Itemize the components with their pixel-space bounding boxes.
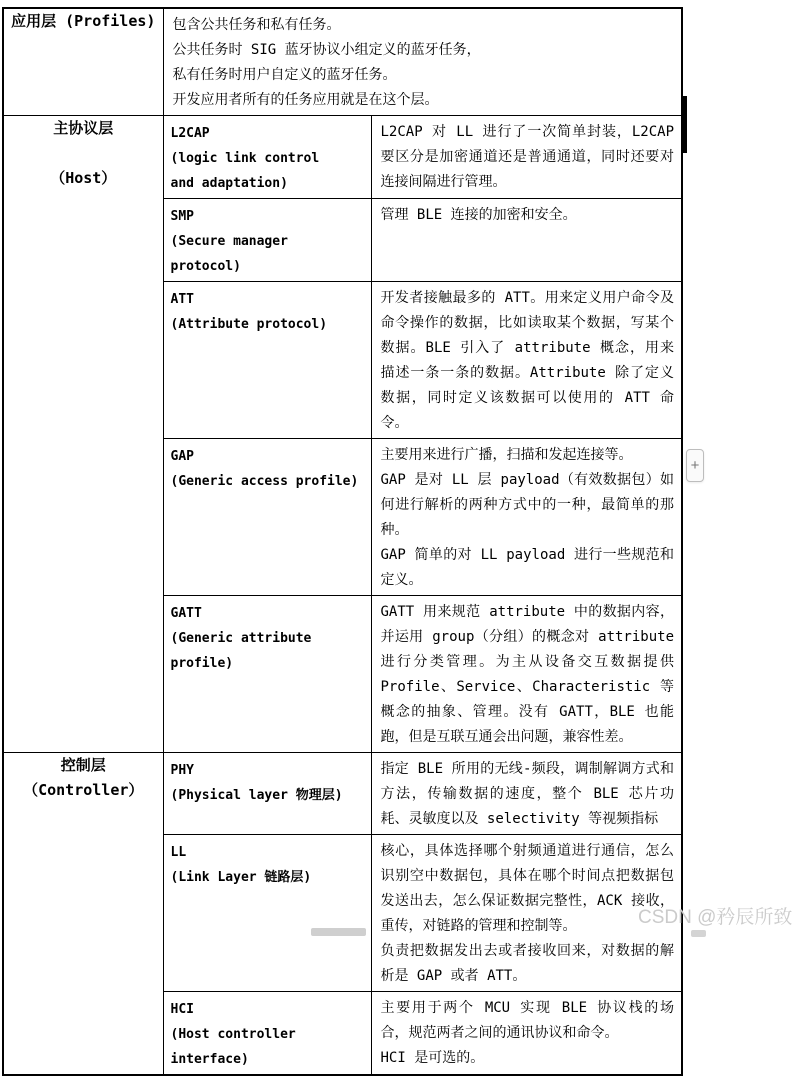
protocol-fullname-line: (Host controller interface) [170, 1027, 296, 1067]
host-label-en: （Host） [50, 169, 117, 187]
cell-desc-att [371, 282, 682, 439]
text-cursor [683, 96, 687, 153]
protocol-name: LL [170, 845, 187, 860]
desc-paragraph: 指定 BLE 所用的无线-频段，调制解调方式和方法，传输数据的速度，整个 BLE 芯片功耗、灵敏度以及 selectivity 等视频指标 [380, 761, 674, 827]
desc-paragraph: GATT 用来规范 attribute 中的数据内容，并运用 group（分组）的概念对 attribute 进行分类管理。为主从设备交互数据提供 Profile、Service、Characteristic 等概念的抽象、管理。没有 GATT，BLE 也能跑，但是互联互通会出问题，兼容性差。 [380, 604, 674, 745]
protocol-fullname-line: (Generic attribute profile) [170, 631, 312, 671]
desc-paragraph: 管理 BLE 连接的加密和安全。 [380, 207, 577, 223]
cell-desc-l2cap [371, 116, 682, 199]
cell-name-gap [163, 439, 371, 596]
desc-paragraph: 主要用来进行广播，扫描和发起连接等。 [380, 447, 633, 463]
protocol-fullname-line: (Physical layer 物理层) [170, 788, 343, 803]
protocol-name: PHY [170, 763, 194, 778]
protocol-name: GAP [170, 449, 194, 464]
app-desc-line: 包含公共任务和私有任务。 [172, 17, 341, 33]
desc-paragraph: L2CAP 对 LL 进行了一次简单封装，L2CAP 要区分是加密通道还是普通通道，同时还要对连接间隔进行管理。 [380, 124, 674, 190]
host-label-cn: 主协议层 [53, 119, 114, 137]
controller-label-cn: 控制层 [60, 756, 106, 774]
protocol-name: HCI [170, 1002, 194, 1017]
cell-app-layer-label [3, 8, 163, 116]
controller-label-en: （Controller） [23, 781, 144, 799]
cell-desc-gap [371, 439, 682, 596]
cell-name-ll [163, 835, 371, 992]
protocol-name: GATT [170, 606, 202, 621]
cell-name-att [163, 282, 371, 439]
cell-name-gatt [163, 596, 371, 753]
protocol-fullname-line: (Attribute protocol) [170, 317, 328, 332]
horizontal-scrollbar-piece[interactable] [691, 930, 706, 937]
ble-protocol-stack-table [2, 7, 683, 1076]
cell-host-label [3, 116, 163, 753]
desc-paragraph: GAP 是对 LL 层 payload（有效数据包）如何进行解析的两种方式中的一种，最简单的那种。 [380, 472, 674, 538]
cell-name-phy [163, 753, 371, 835]
cell-desc-phy [371, 753, 682, 835]
row-app-layer [3, 8, 682, 116]
cell-name-l2cap [163, 116, 371, 199]
cell-controller-label [3, 753, 163, 1076]
csdn-watermark: CSDN @矜辰所致 [638, 907, 793, 928]
cell-desc-smp [371, 199, 682, 282]
protocol-fullname-line: (Secure manager protocol) [170, 234, 288, 274]
plus-icon: + [690, 457, 700, 474]
desc-paragraph: GAP 简单的对 LL payload 进行一些规范和定义。 [380, 547, 674, 588]
desc-paragraph: HCI 是可选的。 [380, 1050, 485, 1066]
app-desc-line: 私有任务时用户自定义的蓝牙任务。 [172, 67, 397, 83]
protocol-fullname-line: (Link Layer 链路层) [170, 870, 312, 885]
cell-desc-ll [371, 835, 682, 992]
cell-desc-gatt [371, 596, 682, 753]
protocol-fullname-line: (logic link control [170, 151, 320, 166]
desc-paragraph: 主要用于两个 MCU 实现 BLE 协议栈的场合，规范两者之间的通讯协议和命令。 [380, 1000, 674, 1041]
protocol-name: L2CAP [170, 126, 210, 141]
cell-name-hci [163, 992, 371, 1076]
app-desc-line: 开发应用者所有的任务应用就是在这个层。 [172, 92, 439, 108]
protocol-fullname-line: and adaptation) [170, 176, 288, 191]
app-layer-label: 应用层 (Profiles) [11, 12, 156, 30]
row-l2cap [3, 116, 682, 199]
protocol-name: ATT [170, 292, 194, 307]
horizontal-scrollbar-thumb[interactable] [311, 928, 366, 936]
desc-paragraph: 开发者接触最多的 ATT。用来定义用户命令及命令操作的数据，比如读取某个数据，写某个数据。BLE 引入了 attribute 概念，用来描述一条一条的数据。Attribute 除了定义数据，同时定义该数据可以使用的 ATT 命令。 [380, 290, 674, 431]
cell-desc-hci [371, 992, 682, 1076]
cell-app-layer-desc [163, 8, 682, 116]
cell-name-smp [163, 199, 371, 282]
app-desc-line: 公共任务时 SIG 蓝牙协议小组定义的蓝牙任务， [172, 42, 481, 58]
row-phy [3, 753, 682, 835]
protocol-fullname-line: (Generic access profile) [170, 474, 359, 489]
plus-button[interactable] [686, 449, 704, 482]
protocol-name: SMP [170, 209, 194, 224]
desc-paragraph: 负责把数据发出去或者接收回来，对数据的解析是 GAP 或者 ATT。 [380, 943, 674, 984]
desc-paragraph: 核心，具体选择哪个射频通道进行通信，怎么识别空中数据包，具体在哪个时间点把数据包发送出去，怎么保证数据完整性，ACK 接收，重传，对链路的管理和控制等。 [380, 843, 674, 934]
